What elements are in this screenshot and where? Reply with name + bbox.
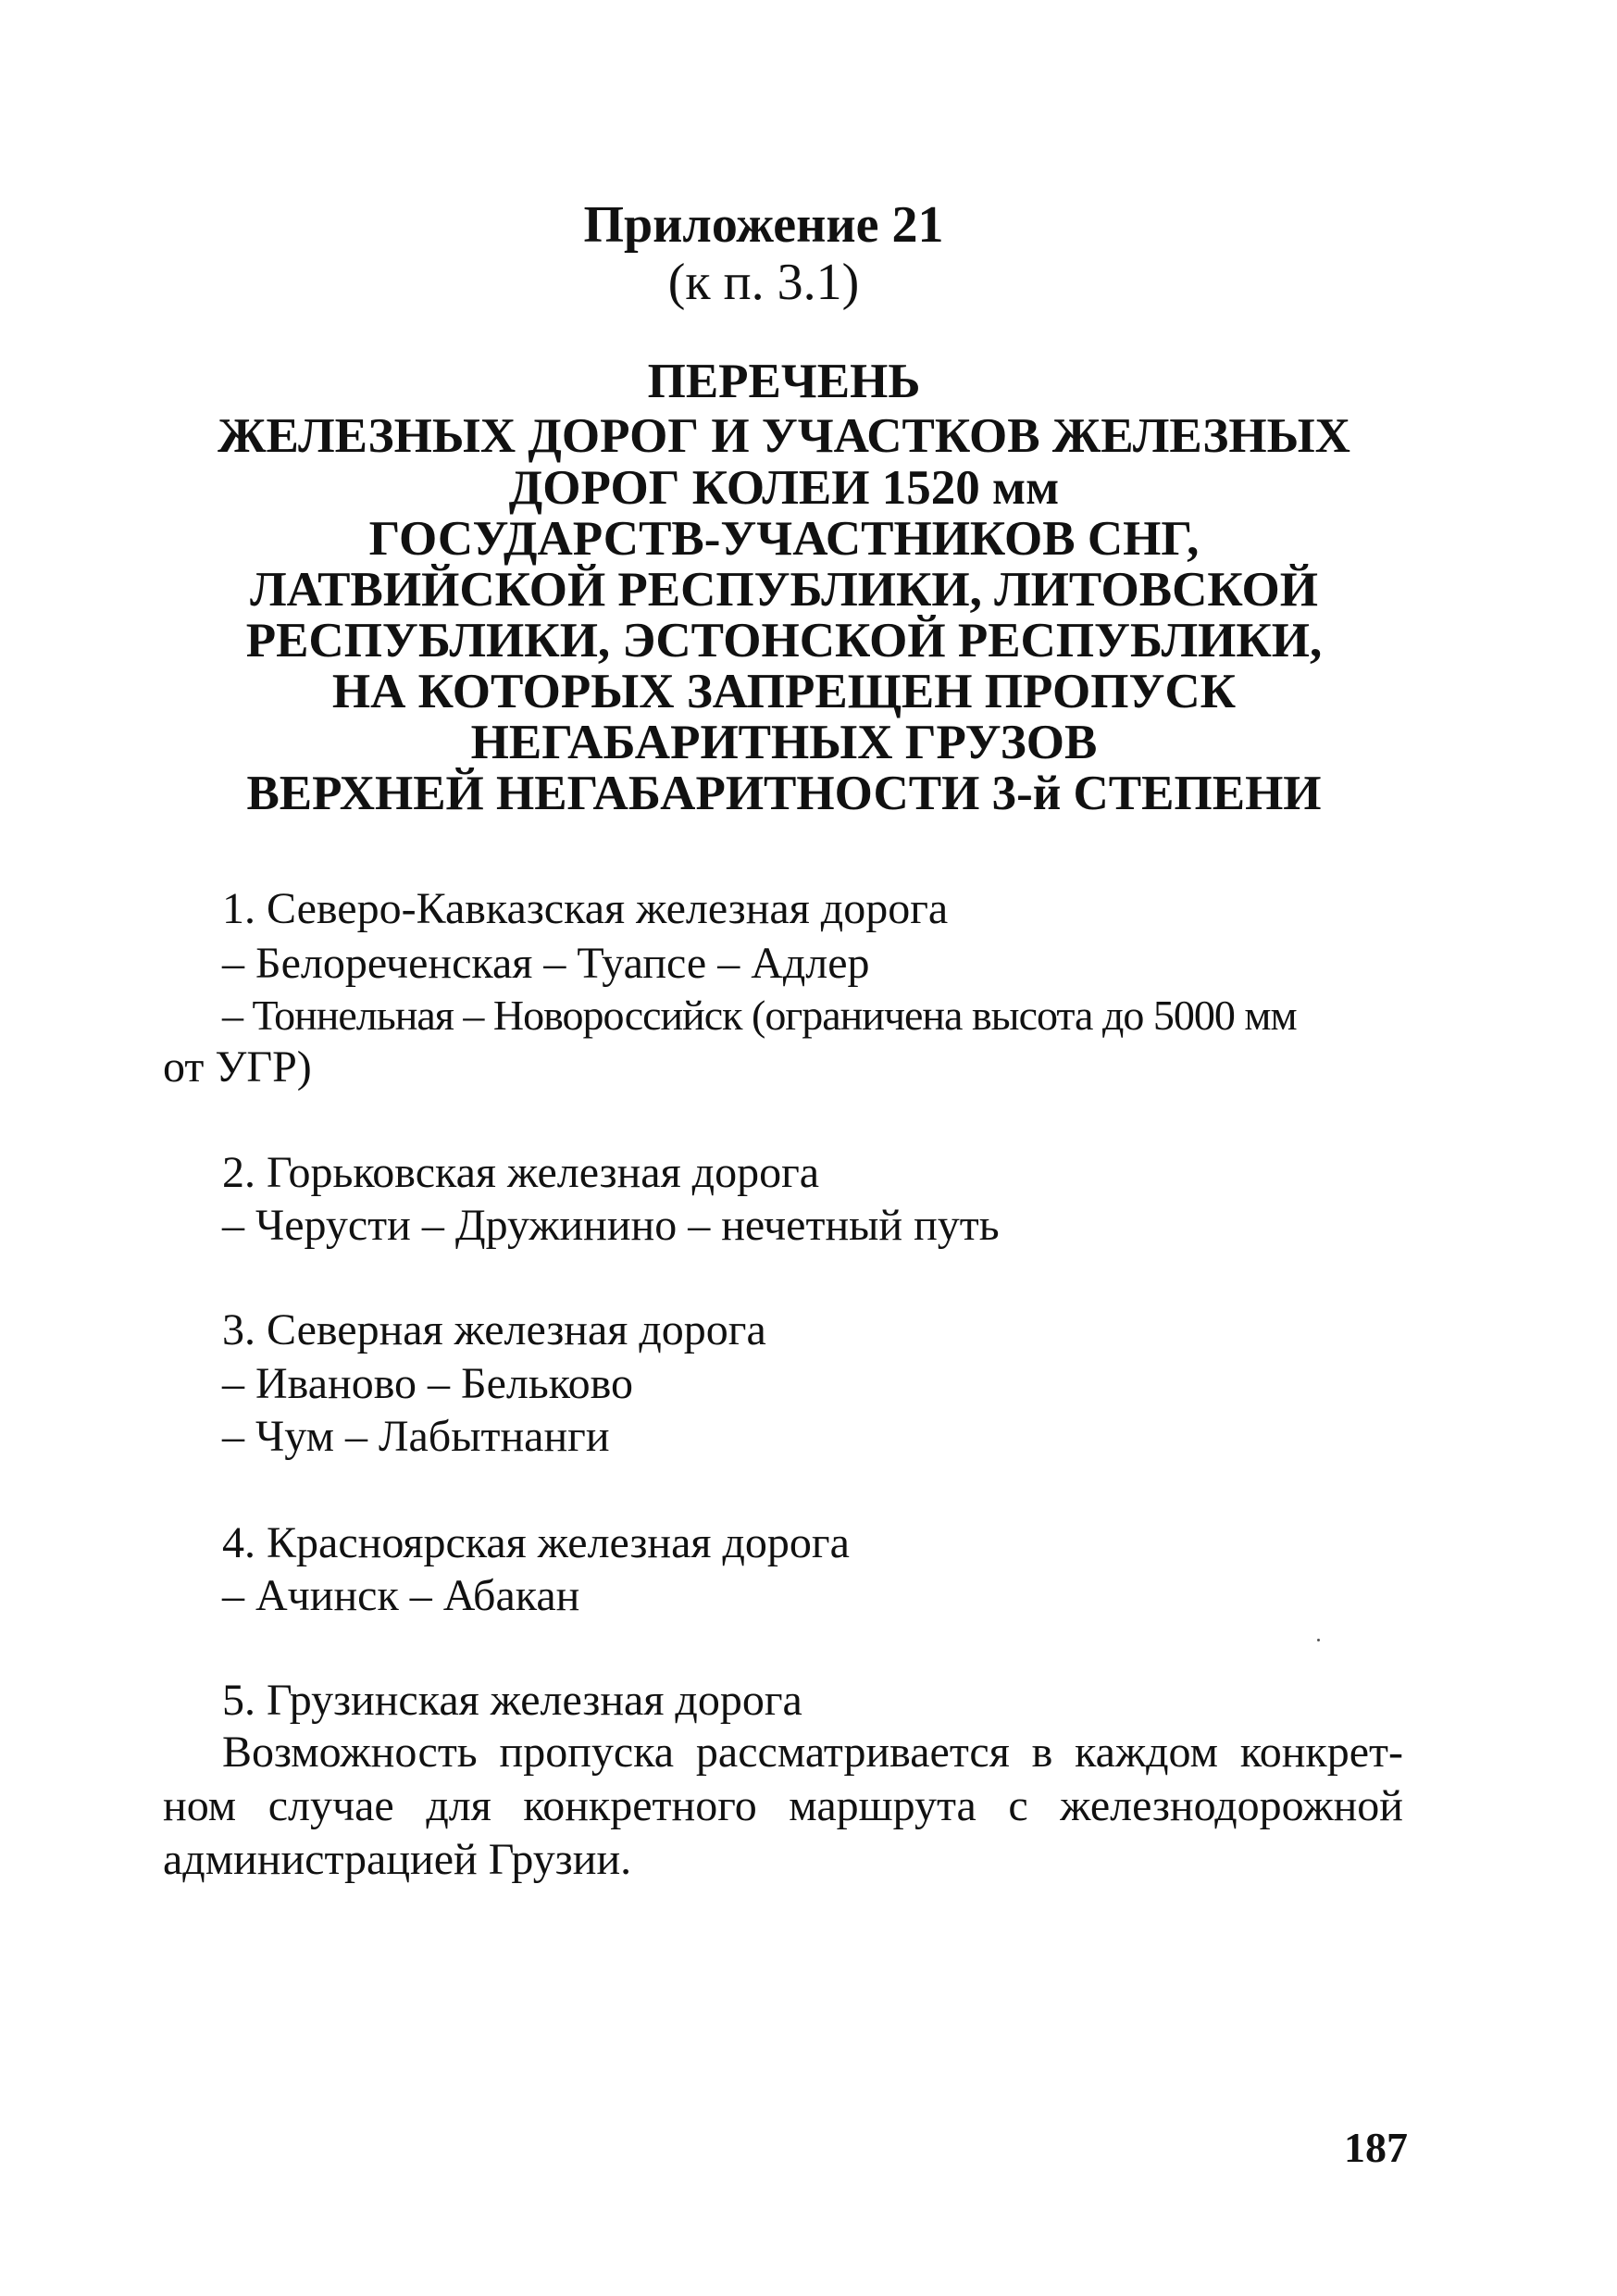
- paragraph-line: администрацией Грузии.: [163, 1835, 632, 1884]
- railway-section: – Чум – Лабытнанги: [222, 1412, 610, 1461]
- print-speck: [1317, 1639, 1320, 1641]
- railway-section: – Ачинск – Абакан: [222, 1571, 580, 1620]
- heading-line: ЖЕЛЕЗНЫХ ДОРОГ И УЧАСТКОВ ЖЕЛЕЗНЫХ: [218, 409, 1350, 463]
- heading-line: НЕГАБАРИТНЫХ ГРУЗОВ: [470, 716, 1098, 769]
- appendix-title: Приложение 21: [583, 196, 944, 254]
- railway-title: 5. Грузинская железная дорога: [222, 1676, 802, 1725]
- heading-line: ЛАТВИЙСКОЙ РЕСПУБЛИКИ, ЛИТОВСКОЙ: [250, 563, 1318, 617]
- heading-line: ГОСУДАРСТВ-УЧАСТНИКОВ СНГ,: [368, 512, 1200, 566]
- page-number: 187: [1344, 2124, 1408, 2171]
- railway-section: – Белореченская – Туапсе – Адлер: [222, 939, 870, 988]
- heading-line: НА КОТОРЫХ ЗАПРЕЩЕН ПРОПУСК: [331, 665, 1237, 718]
- railway-title: 3. Северная железная дорога: [222, 1305, 766, 1354]
- railway-section: от УГР): [163, 1042, 312, 1092]
- paragraph-line: Возможность пропуска рассматривается в каждом конкрет-: [222, 1728, 1403, 1777]
- railway-section: – Тоннельная – Новороссийск (ограничена высота до 5000 мм: [222, 992, 1297, 1039]
- railway-title: 4. Красноярская железная дорога: [222, 1518, 850, 1567]
- railway-title: 1. Северо-Кавказская железная дорога: [222, 884, 949, 933]
- heading-line: ПЕРЕЧЕНЬ: [647, 355, 921, 408]
- railway-section: – Иваново – Бельково: [222, 1359, 633, 1408]
- railway-section: – Черусти – Дружинино – нечетный путь: [222, 1201, 1000, 1250]
- heading-line: ВЕРХНЕЙ НЕГАБАРИТНОСТИ 3-й СТЕПЕНИ: [246, 767, 1322, 820]
- appendix-reference: (к п. 3.1): [667, 254, 860, 311]
- heading-line: ДОРОГ КОЛЕИ 1520 мм: [508, 461, 1060, 515]
- heading-line: РЕСПУБЛИКИ, ЭСТОНСКОЙ РЕСПУБЛИКИ,: [245, 614, 1323, 668]
- paragraph-line: ном случае для конкретного маршрута с железнодорожной: [163, 1781, 1403, 1830]
- railway-title: 2. Горьковская железная дорога: [222, 1148, 820, 1197]
